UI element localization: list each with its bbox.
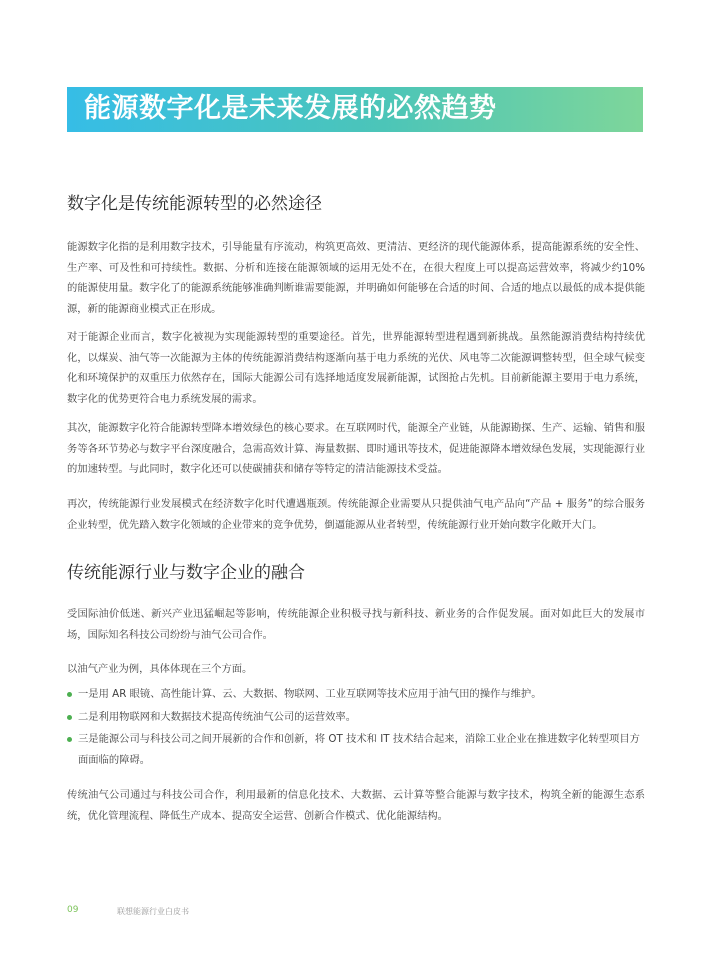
list-item — [67, 707, 645, 728]
paragraph: 对于能源企业而言，数字化被视为实现能源转型的重要途径。首先，世界能源转型进程遇到新挑战。虽然能源消费结构持续优化，以煤炭、油气等一次能源为主体的传统能源消费结构逐渐向基于电力系统的光伏、风电等二次能源调整转型，但全球气候变化和环境保护的双重压力依然存在，国际大能源公司有选择地适度发展新能源，试图抢占先机。目前新能源主要用于电力系统，数字化的优势更符合电力系统发展的需求。 — [67, 331, 645, 405]
paragraph: 受国际油价低迷、新兴产业迅猛崛起等影响，传统能源企业积极寻找与新科技、新业务的合作促发展。面对如此巨大的发展市场，国际知名科技公司纷纷与油气公司合作。 — [67, 608, 645, 641]
paragraph: 再次，传统能源行业发展模式在经济数字化时代遭遇瓶颈。传统能源企业需要从只提供油气电产品向“产品 + 服务”的综合服务企业转型，优先踏入数字化领域的企业带来的竞争优势，倒逼能源从业者转型，传统能源行业开始向数字化敞开大门。 — [67, 498, 645, 531]
paragraph: 其次，能源数字化符合能源转型降本增效绿色的核心要求。在互联网时代，能源全产业链，从能源勘探、生产、运输、销售和服务等各环节势必与数字平台深度融合，急需高效计算、海量数据、即时通讯等技术，促进能源降本增效绿色发展，实现能源行业的加速转型。与此同时，数字化还可以使碳捕获和储存等特定的清洁能源技术受益。 — [67, 422, 645, 475]
page-number: 09 — [67, 905, 79, 915]
title-banner — [67, 87, 643, 132]
paragraph: 传统油气公司通过与科技公司合作，利用最新的信息化技术、大数据、云计算等整合能源与数字技术，构筑全新的能源生态系统，优化管理流程、降低生产成本、提高安全运营、创新合作模式、优化能源结构。 — [67, 789, 645, 822]
bullet-dot-icon — [67, 692, 72, 697]
section-heading-digitalization: 数字化是传统能源转型的必然途径 — [67, 194, 322, 214]
list-item-text: 一是用 AR 眼镜、高性能计算、云、大数据、物联网、工业互联网等技术应用于油气田的操作与维护。 — [78, 688, 542, 700]
section-heading-integration: 传统能源行业与数字企业的融合 — [67, 563, 305, 583]
list-item — [67, 684, 645, 705]
list-item-text: 二是利用物联网和大数据技术提高传统油气公司的运营效率。 — [78, 710, 357, 723]
footer-doc-title: 联想能源行业白皮书 — [117, 907, 189, 916]
list-item — [67, 729, 645, 770]
paragraph: 能源数字化指的是利用数字技术，引导能量有序流动，构筑更高效、更清洁、更经济的现代能源体系，提高能源系统的安全性、生产率、可及性和可持续性。数据、分析和连接在能源领域的运用无处不在，在很大程度上可以提高运营效率，将减少约10% 的能源使用量。数字化了的能源系统能够准确判断谁需要能源，并明确如何能够在合适的时间、合适的地点以最低的成本提供能源，新的能源商业模式正在形成。 — [67, 241, 645, 315]
list-item-text: 三是能源公司与科技公司之间开展新的合作和创新，将 OT 技术和 IT 技术结合起来，消除工业企业在推进数字化转型项目方面面临的障碍。 — [78, 733, 640, 766]
bullet-list — [67, 684, 645, 772]
bullet-dot-icon — [67, 715, 72, 720]
bullet-dot-icon — [67, 737, 72, 742]
paragraph-lead: 以油气产业为例，具体体现在三个方面。 — [67, 663, 253, 675]
page-title: 能源数字化是未来发展的必然趋势 — [84, 93, 497, 124]
